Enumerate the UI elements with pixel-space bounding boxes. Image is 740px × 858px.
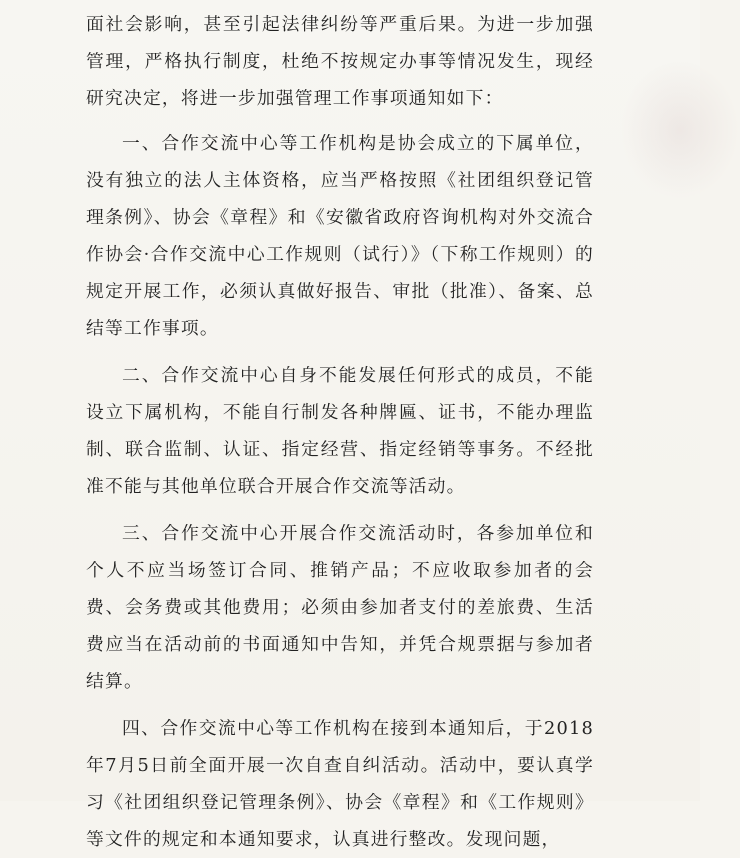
- paragraph-item-3: 三、合作交流中心开展合作交流活动时，各参加单位和个人不应当场签订合同、推销产品；不应收取参加者的会费、会务费或其他费用；必须由参加者支付的差旅费、生活费应当在活动前的书面通知中告知，并凭合规票据与参加者结算。: [86, 523, 594, 692]
- paragraph-item-4: 四、合作交流中心等工作机构在接到本通知后，于2018年7月5日前全面开展一次自查自纠活动。活动中，要认真学习《社团组织登记管理条例》、协会《章程》和《工作规则》等文件的规定和本通知要求，认真进行整改。发现问题，: [86, 718, 594, 850]
- seal-bleed-mark: [620, 60, 740, 200]
- paragraph-item-2: 二、合作交流中心自身不能发展任何形式的成员，不能设立下属机构，不能自行制发各种牌匾、证书，不能办理监制、联合监制、认证、指定经营、指定经销等事务。不经批准不能与其他单位联合开展合作交流等活动。: [86, 365, 594, 497]
- paragraph-item-1: 一、合作交流中心等工作机构是协会成立的下属单位，没有独立的法人主体资格，应当严格按照《社团组织登记管理条例》、协会《章程》和《安徽省政府咨询机构对外交流合作协会·合作交流中心工作规则（试行）》（下称工作规则）的规定开展工作，必须认真做好报告、审批（批准）、备案、总结等工作事项。: [86, 133, 594, 339]
- document-body: [86, 6, 594, 858]
- paragraph-intro: 面社会影响，甚至引起法律纠纷等严重后果。为进一步加强管理，严格执行制度，杜绝不按规定办事等情况发生，现经研究决定，将进一步加强管理工作事项通知如下：: [86, 14, 594, 109]
